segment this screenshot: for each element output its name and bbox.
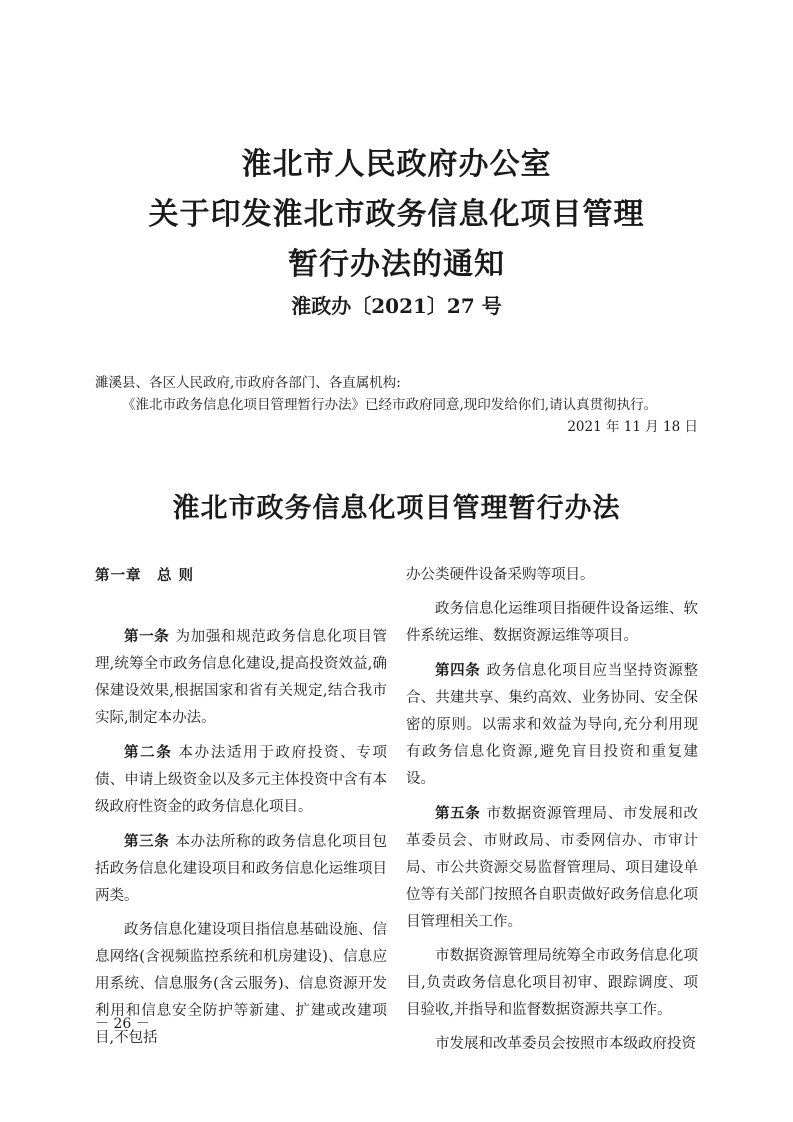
article-number: 第三条 bbox=[124, 833, 170, 850]
addressee: 濉溪县、各区人民政府,市政府各部门、各直属机构: bbox=[95, 375, 401, 391]
article-number: 第五条 bbox=[435, 805, 481, 822]
article-number: 第一条 bbox=[124, 628, 170, 645]
right-column bbox=[406, 562, 698, 1065]
title-line-1: 淮北市人民政府办公室 bbox=[241, 147, 552, 182]
paragraph-data-bureau: 市数据资源管理局统筹全市政务信息化项目,负责政务信息化项目初审、跟踪调度、项目验收,并指导和监督数据资源共享工作。 bbox=[406, 948, 698, 1018]
paragraph-maintenance: 政务信息化运维项目指硬件设备运维、软件系统运维、数据资源运维等项目。 bbox=[406, 601, 698, 644]
notice-date: 2021 年 11 月 18 日 bbox=[567, 419, 698, 435]
paragraph-construction: 政务信息化建设项目指信息基础设施、信息网络(含视频监控系统和机房建设)、信息应用系统、信息服务(含云服务)、信息资源开发利用和信息安全防护等新建、扩建或改建项目,不包括 bbox=[95, 922, 387, 1046]
article-5 bbox=[406, 800, 698, 936]
notice-text: 《淮北市政务信息化项目管理暂行办法》已经市政府同意,现印发给你们,请认真贯彻执行。 bbox=[122, 397, 658, 413]
page-number: － 26 － bbox=[95, 1016, 150, 1032]
paragraph-construction-continued: 办公类硬件设备采购等项目。 bbox=[406, 567, 595, 583]
notice-body bbox=[95, 372, 698, 438]
article-4 bbox=[406, 657, 698, 793]
chapter-heading: 第一章 总 则 bbox=[95, 567, 195, 584]
article-text: 本办法所称的政务信息化项目包括政务信息化建设项目和政务信息化运维项目两类。 bbox=[95, 834, 387, 904]
article-number: 第二条 bbox=[124, 744, 173, 761]
article-number: 第四条 bbox=[435, 662, 481, 679]
left-column bbox=[95, 562, 387, 1059]
notice-title bbox=[0, 140, 793, 290]
article-2 bbox=[95, 739, 387, 821]
title-line-3: 暂行办法的通知 bbox=[288, 247, 505, 282]
article-1 bbox=[95, 623, 387, 732]
article-3 bbox=[95, 828, 387, 910]
title-line-2: 关于印发淮北市政务信息化项目管理 bbox=[148, 197, 645, 232]
paragraph-ndrc: 市发展和改革委员会按照市本级政府投资 bbox=[435, 1036, 696, 1052]
article-text: 政务信息化项目应当坚持资源整合、共建共享、集约高效、业务协同、安全保密的原则。以需求和效益为导向,充分利用现有政务信息化资源,避免盲目投资和重复建设。 bbox=[406, 663, 698, 787]
article-text: 本办法适用于政府投资、专项债、申请上级资金以及多元主体投资中含有本级政府性资金的政务信息化项目。 bbox=[95, 745, 387, 815]
document-number: 淮政办〔2021〕27 号 bbox=[291, 294, 502, 318]
article-text: 为加强和规范政务信息化项目管理,统筹全市政务信息化建设,提高投资效益,确保建设效果,根据国家和省有关规定,结合我市实际,制定本办法。 bbox=[95, 629, 387, 726]
article-text: 市数据资源管理局、市发展和改革委员会、市财政局、市委网信办、市审计局、市公共资源交易监督管理局、项目建设单位等有关部门按照各自职责做好政务信息化项目管理相关工作。 bbox=[406, 806, 698, 930]
regulation-title: 淮北市政务信息化项目管理暂行办法 bbox=[172, 493, 621, 524]
